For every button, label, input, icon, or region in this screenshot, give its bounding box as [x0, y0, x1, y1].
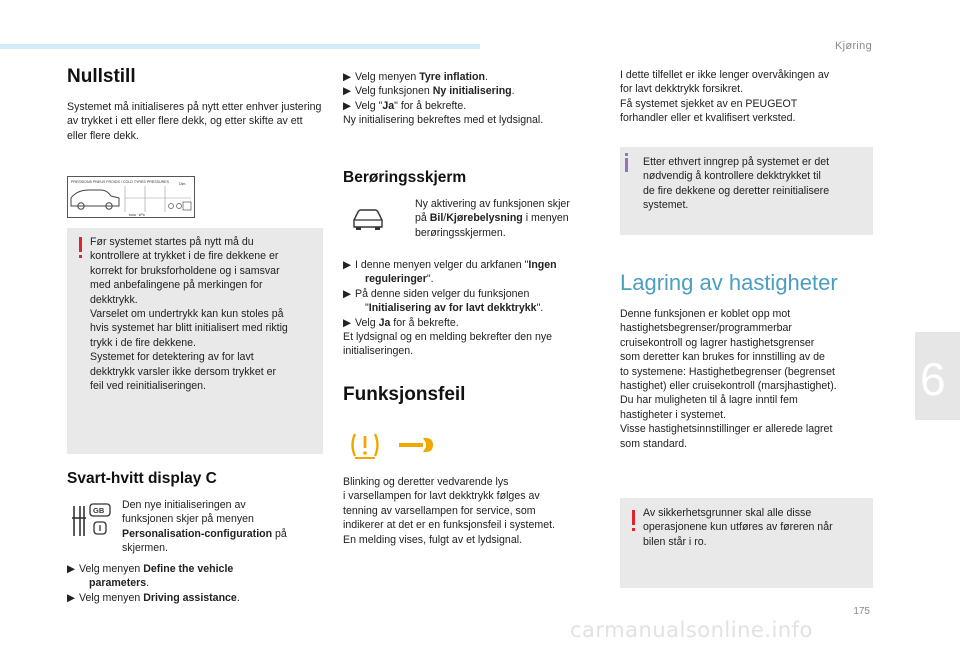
text: .: [484, 71, 488, 83]
tire-pressure-label-image: [67, 176, 195, 218]
text: Velg ": [355, 99, 383, 112]
fault-line: i varsellampen for lavt dekktrykk følges av: [343, 490, 540, 503]
heading-display-c: Svart-hvitt display C: [67, 470, 217, 487]
warning-icon: [79, 237, 82, 252]
warning-line: Systemet for detektering av for lavt: [90, 351, 254, 364]
tire-warning-icon: [349, 430, 381, 460]
display-steps: [67, 562, 325, 605]
wrench-icon: [395, 433, 435, 457]
text-line: hastighet) eller cruisekontroll (marsjhastighet).: [620, 380, 837, 393]
arrow-bullet-icon: ▶: [67, 563, 76, 575]
warning-line: med anbefalingene på merkingen for: [90, 279, 263, 292]
display-line: Den nye initialiseringen av: [122, 499, 246, 511]
step-item: [343, 258, 601, 272]
text: ": [365, 302, 369, 315]
arrow-bullet-icon: ▶: [343, 316, 352, 329]
bold-menu: Initialisering av for lavt dekktrykk: [368, 302, 537, 315]
step-item: [67, 591, 325, 605]
text-line: Visse hastighetsinnstillinger er allerede lagret: [620, 423, 833, 436]
warning-line: Varselet om undertrykk kan kun stoles på: [90, 308, 284, 321]
confirm-text: initialiseringen.: [343, 345, 414, 358]
text-line: som deretter kan brukes for innstilling av de: [620, 351, 825, 364]
safety-warning-text: [643, 506, 871, 549]
text-line: Denne funksjonen er koblet opp mot: [620, 308, 791, 320]
warning-line: bilen står i ro.: [643, 535, 707, 548]
label-side-text: Dim.: [179, 182, 187, 186]
warning-line: korrekt for bruksforholdene og i samsvar: [90, 264, 280, 277]
touch-steps: [343, 258, 601, 359]
text: På denne siden velger du funksjonen: [355, 287, 530, 300]
text: Velg menyen: [79, 563, 144, 575]
text-line: hastighetsbegrenser/programmerbar: [620, 322, 792, 335]
info-line: systemet.: [643, 199, 689, 212]
warning-line: dekktrykk.: [90, 293, 138, 306]
warning-line: operasjonene kun utføres av føreren når: [643, 521, 833, 534]
display-line: funksjonen skjer på menyen: [122, 513, 254, 526]
display-panel-icon: [70, 500, 112, 540]
warning-icon: [632, 510, 635, 525]
touch-line: Ny aktivering av funksjonen skjer: [415, 198, 570, 210]
arrow-bullet-icon: ▶: [343, 99, 352, 112]
info-line: nødvendig å kontrollere dekktrykket til: [643, 170, 821, 183]
safety-warning-box: [620, 498, 873, 588]
fault-line: Blinking og deretter vedvarende lys: [343, 476, 509, 488]
display-icon-text: GB: [93, 506, 105, 515]
warning-box: [67, 228, 323, 454]
bold-menu: Bil: [429, 212, 444, 225]
arrow-bullet-icon: ▶: [343, 71, 352, 83]
label-header-text: PRESSIONS PNEUS FROIDS / COLD TYRES PRESSURES: [71, 180, 169, 184]
bold-menu: parameters: [89, 577, 147, 590]
text-line: to systemene: Hastighetbegrenser (begrenset: [620, 365, 835, 378]
text: /: [443, 212, 447, 225]
heading-speed-storage: Lagring av hastigheter: [620, 270, 838, 295]
text-line: for lavt dekktrykk forsikret.: [620, 83, 744, 96]
warning-line: trykk i de fire dekkene.: [90, 336, 196, 349]
warning-line: Av sikkerhetsgrunner skal alle disse: [643, 507, 812, 519]
step-item-cont: [343, 301, 601, 315]
car-icon: [351, 206, 385, 232]
step-item: [343, 70, 601, 84]
text: .: [146, 577, 150, 590]
intro-text: Systemet må initialiseres på nytt etter enhver justering av trykket i ett eller flere dekk, og etter skifte av ett eller flere dekk.: [67, 101, 322, 142]
info-icon: [625, 158, 628, 172]
arrow-bullet-icon: ▶: [343, 287, 352, 300]
step-item: [343, 84, 601, 98]
text: Velg: [355, 316, 379, 329]
info-line: Etter ethvert inngrep på systemet er det: [643, 156, 830, 168]
fault-line: indikerer at det er en funksjonsfeil i systemet.: [343, 519, 555, 532]
text: Velg menyen: [355, 71, 420, 83]
touch-text: [415, 197, 605, 240]
watermark: carmanualsonline.info: [570, 618, 813, 642]
page-number: 175: [853, 606, 870, 617]
fault-line: tenning av varsellampen for service, som: [343, 504, 536, 517]
bold-menu: Kjørebelysning: [446, 212, 523, 225]
arrow-bullet-icon: ▶: [67, 591, 76, 604]
heading-nullstill: Nullstill: [67, 66, 136, 87]
fault-line: En melding vises, fulgt av et lydsignal.: [343, 533, 523, 546]
label-footer-text: bara · kPa: [129, 213, 145, 217]
step-item: [343, 99, 601, 113]
bold-menu: Ja: [382, 99, 395, 112]
text: i menyen: [522, 212, 569, 225]
bold-menu: Define the vehicle: [143, 563, 234, 575]
text: I denne menyen velger du arkfanen ": [355, 259, 529, 271]
step-item: [343, 316, 601, 330]
info-text: [643, 155, 871, 213]
text: for å bekrefte.: [390, 316, 459, 329]
bold-menu: Ny initialisering: [432, 85, 512, 98]
step-item: [67, 562, 325, 576]
text-line: hastigheter i systemet.: [620, 408, 726, 421]
warning-line: kontrollere at trykket i de fire dekkene er: [90, 250, 279, 263]
display-line: [122, 527, 327, 541]
text-line: Få systemet sjekket av en PEUGEOT: [620, 97, 798, 110]
text-line: I dette tilfellet er ikke lenger overvåkingen av: [620, 69, 830, 81]
chapter-tab: [915, 332, 960, 420]
text-line: cruisekontroll og lagrer hastighetsgrenser: [620, 336, 815, 349]
confirm-text: Ny initialisering bekreftes med et lydsignal.: [343, 114, 544, 127]
heading-touchscreen: Berøringsskjerm: [343, 169, 467, 186]
warning-icon-dot: [632, 528, 635, 531]
touch-line: berøringsskjermen.: [415, 226, 506, 239]
fault-followup-text: [620, 68, 878, 126]
inflation-steps: [343, 70, 601, 128]
warning-line: dekktrykk varsler ikke dersom trykket er: [90, 365, 277, 378]
text-line: Du har muligheten til å lagre inntil fem: [620, 394, 798, 407]
arrow-bullet-icon: ▶: [343, 259, 352, 271]
bold-menu: reguleringer: [365, 273, 427, 286]
info-line: de fire dekkene og deretter reinitialisere: [643, 184, 830, 197]
chapter-title: Kjøring: [835, 40, 872, 52]
warning-icon-dot: [79, 255, 82, 258]
arrow-bullet-icon: ▶: [343, 85, 352, 98]
text-line: forhandler eller et kvalifisert verksted.: [620, 112, 796, 125]
bold-menu: Driving assistance: [143, 591, 237, 604]
header-accent-bar: [0, 44, 480, 49]
warning-line: Før systemet startes på nytt må du: [90, 236, 254, 248]
fault-text: [343, 475, 601, 547]
chapter-number: 6: [920, 353, 946, 405]
bold-menu: Tyre inflation: [419, 71, 485, 83]
warning-text: [90, 235, 322, 393]
heading-malfunction: Funksjonsfeil: [343, 384, 466, 405]
bold-menu: Ja: [378, 316, 391, 329]
display-line: skjermen.: [122, 542, 168, 555]
warning-line: hvis systemet har blitt initialisert med riktig: [90, 322, 288, 335]
step-item-cont: [67, 576, 325, 590]
confirm-text: Et lydsignal og en melding bekrefter den nye: [343, 331, 553, 344]
speed-storage-text: [620, 307, 878, 451]
display-text: [122, 498, 327, 556]
text: ".: [536, 302, 544, 315]
info-box: [620, 147, 873, 235]
text: .: [236, 591, 240, 604]
text: på: [415, 212, 430, 225]
bold-menu: Personalisation-configuration: [122, 527, 273, 540]
warning-line: feil ved reinitialiseringen.: [90, 380, 207, 393]
step-item: [343, 287, 601, 301]
bold-menu: Ingen: [528, 259, 557, 271]
info-icon-dot: [625, 153, 628, 156]
text: Velg menyen: [79, 591, 144, 604]
text: .: [511, 85, 515, 98]
text-line: som standard.: [620, 437, 688, 450]
text: ".: [426, 273, 434, 286]
text: på: [272, 527, 287, 540]
text: Velg funksjonen: [355, 85, 433, 98]
touch-line: [415, 211, 605, 225]
text: " for å bekrefte.: [394, 99, 467, 112]
step-item-cont: [343, 272, 601, 286]
